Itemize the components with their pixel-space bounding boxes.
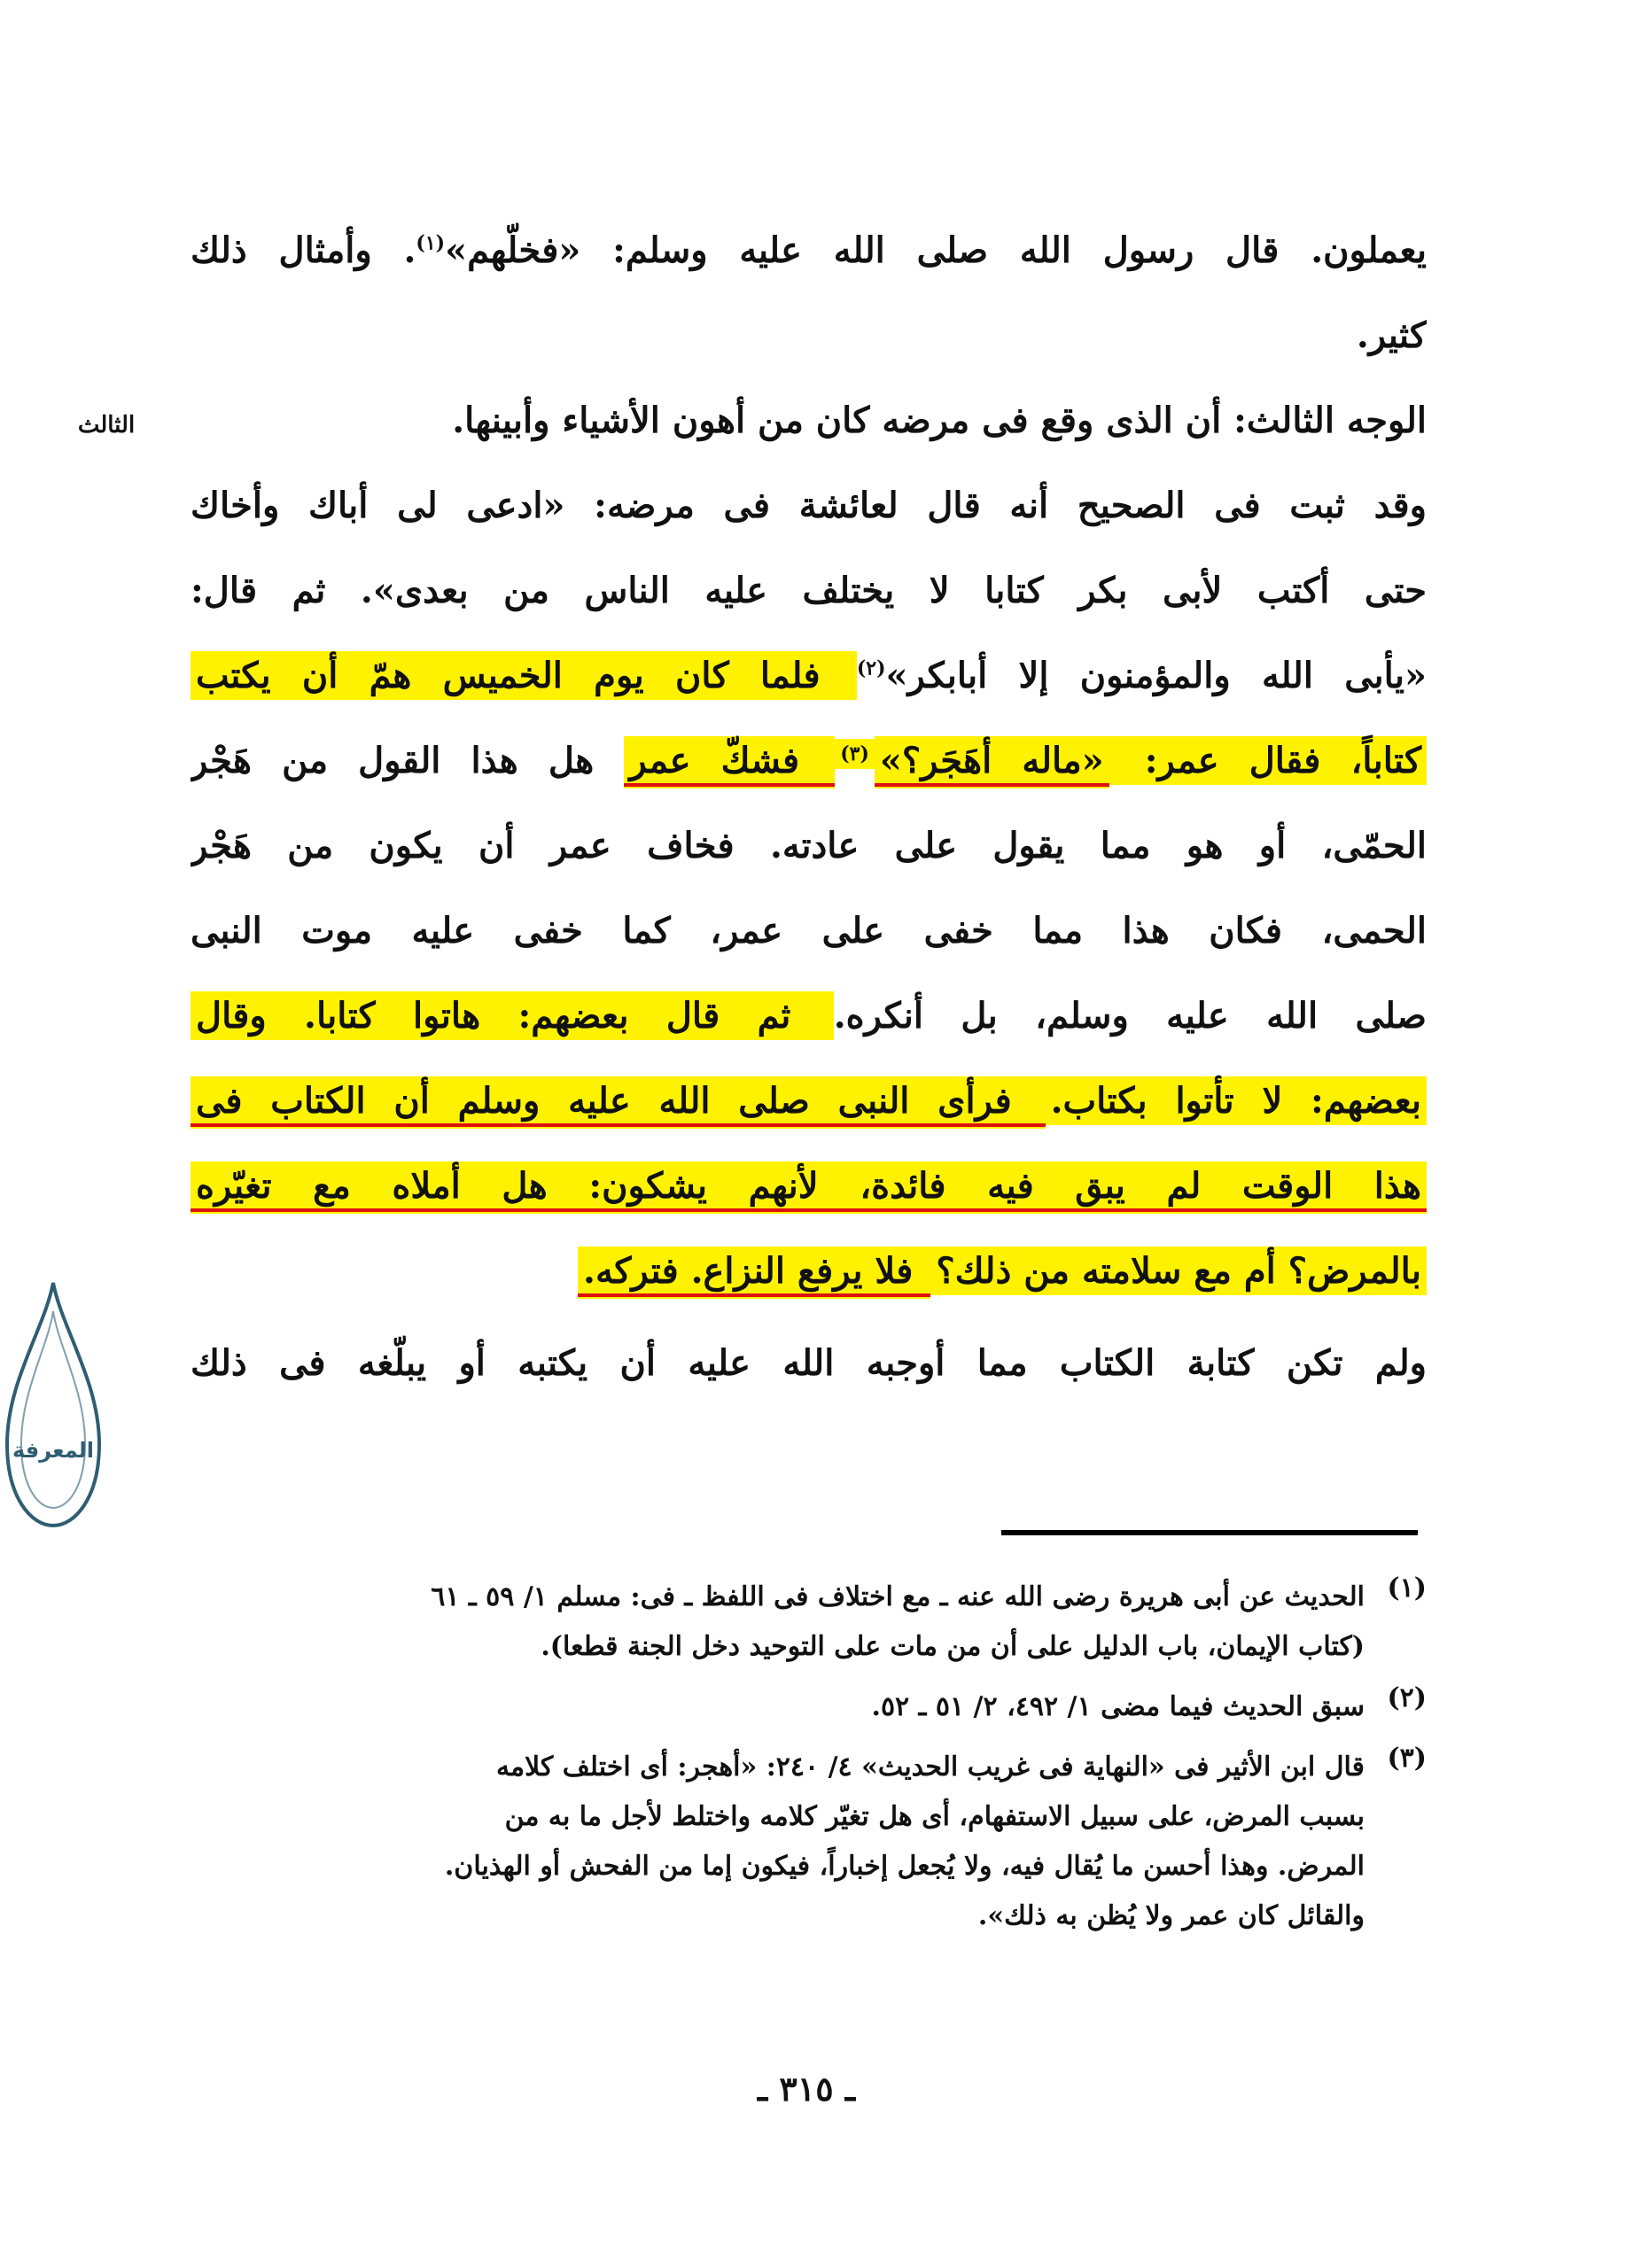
text-run: وقد ثبت فى الصحيح أنه قال لعائشة فى مرضه: «ادعى لى أباك وأخاك [191, 485, 1427, 526]
text-line [191, 1229, 1427, 1314]
text-line [191, 889, 1427, 974]
text-line [191, 548, 1427, 633]
footnote-line: بسبب المرض، على سبيل الاستفهام، أى هل تغيّر كلامه واختلط لأجل ما به من [504, 1801, 1365, 1832]
footnote [301, 1682, 1427, 1732]
text-run: الحمّى، أو هو مما يقول على عادته. فخاف عمر أن يكون من هَجْر [191, 825, 1427, 866]
text-line [191, 633, 1427, 718]
highlighted-text: فلما كان يوم الخميس همّ أن يكتب [191, 653, 857, 698]
footnote-line: الحديث عن أبى هريرة رضى الله عنه ـ مع اختلاف فى اللفظ ـ فى: مسلم ١/ ٥٩ ـ ٦١ [431, 1581, 1365, 1612]
footnote-line: (كتاب الإيمان، باب الدليل على أن من مات على التوحيد دخل الجنة قطعا). [541, 1631, 1365, 1662]
underlined-text: فلا يرفع النزاع. فتركه. [578, 1248, 930, 1297]
footnote-ref: (١) [416, 231, 446, 255]
footnote-number: (٢) [1387, 1682, 1427, 1713]
highlighted-text: كتاباً، فقال عمر: [1109, 738, 1427, 783]
text-run: أن الذى وقع فى مرضه كان من أهون الأشياء وأبينها. [452, 400, 1234, 441]
highlighted-text: بالمرض؟ أم مع سلامته من ذلك؟ [930, 1248, 1427, 1293]
footnote-divider [1001, 1530, 1418, 1535]
footnote-ref: (٣) [835, 741, 875, 767]
underlined-text: فشكّ عمر [624, 738, 835, 787]
underlined-text: فرأى النبى صلى الله عليه وسلم أن الكتاب فى [191, 1078, 1046, 1127]
text-run: كثير. [1356, 315, 1427, 356]
logo-inner-outline [21, 1311, 85, 1508]
text-line [191, 1059, 1427, 1144]
footnote-line: والقائل كان عمر ولا يُظن به ذلك». [977, 1900, 1365, 1931]
highlighted-text: ثم قال بعضهم: هاتوا كتابا. وقال [191, 993, 834, 1038]
text-run: الحمى، فكان هذا مما خفى على عمر، كما خفى عليه موت النبى [191, 910, 1427, 951]
text-line [191, 1321, 1427, 1406]
text-run: صلى الله عليه وسلم، بل أنكره. [833, 995, 1427, 1037]
text-line [191, 974, 1427, 1059]
page-number: ـ ٣١٥ ـ [758, 2069, 855, 2109]
text-run: حتى أكتب لأبى بكر كتابا لا يختلف عليه الناس من بعدى». ثم قال: [191, 570, 1427, 611]
footnotes [301, 1573, 1427, 1952]
underlined-text: «ماله أهَجَر؟» [875, 738, 1109, 787]
text-line [191, 718, 1427, 804]
footnote [301, 1743, 1427, 1941]
section-heading: الوجه الثالث: [1233, 400, 1427, 441]
text-line [191, 293, 1427, 378]
highlighted-text: بعضهم: لا تأتوا بكتاب. [1046, 1078, 1427, 1123]
text-run: ولم تكن كتابة الكتاب مما أوجبه الله عليه أن يكتبه أو يبلّغه فى ذلك [191, 1342, 1427, 1384]
footnote-ref: (٢) [856, 656, 886, 680]
margin-note: الثالث [77, 412, 136, 439]
text-line [191, 1144, 1427, 1229]
footnote-line: المرض. وهذا أحسن ما يُقال فيه، ولا يُجعل إخباراً، فيكون إما من الفحش أو الهذيان. [444, 1851, 1365, 1882]
text-line [191, 463, 1427, 548]
text-run: «يأبى الله والمؤمنون إلا أبابكر» [885, 655, 1427, 696]
text-run: . وأمثال ذلك [191, 229, 416, 271]
footnote [301, 1573, 1427, 1672]
logo-text: المعرفة [12, 1438, 95, 1463]
underlined-text: هذا الوقت لم يبق فيه فائدة، لأنهم يشكون: هل أملاه مع تغيّره [191, 1163, 1427, 1212]
footnote-line: سبق الحديث فيما مضى ١/ ٤٩٢، ٢/ ٥١ ـ ٥٢. [871, 1691, 1365, 1722]
text-line [191, 804, 1427, 889]
text-line [191, 378, 1427, 463]
logo-drop-outline [7, 1283, 99, 1526]
footnote-number: (١) [1387, 1573, 1427, 1604]
text-line [191, 208, 1427, 293]
watermark-logo [0, 1276, 106, 1533]
footnote-line: قال ابن الأثير فى «النهاية فى غريب الحديث» ٤/ ٢٤٠: «أهجر: أى اختلف كلامه [495, 1751, 1365, 1783]
text-run: هل هذا القول من هَجْر [191, 740, 625, 781]
footnote-number: (٣) [1387, 1743, 1427, 1774]
text-run: يعملون. قال رسول الله صلى الله عليه وسلم: «فخلّهم» [445, 229, 1427, 271]
